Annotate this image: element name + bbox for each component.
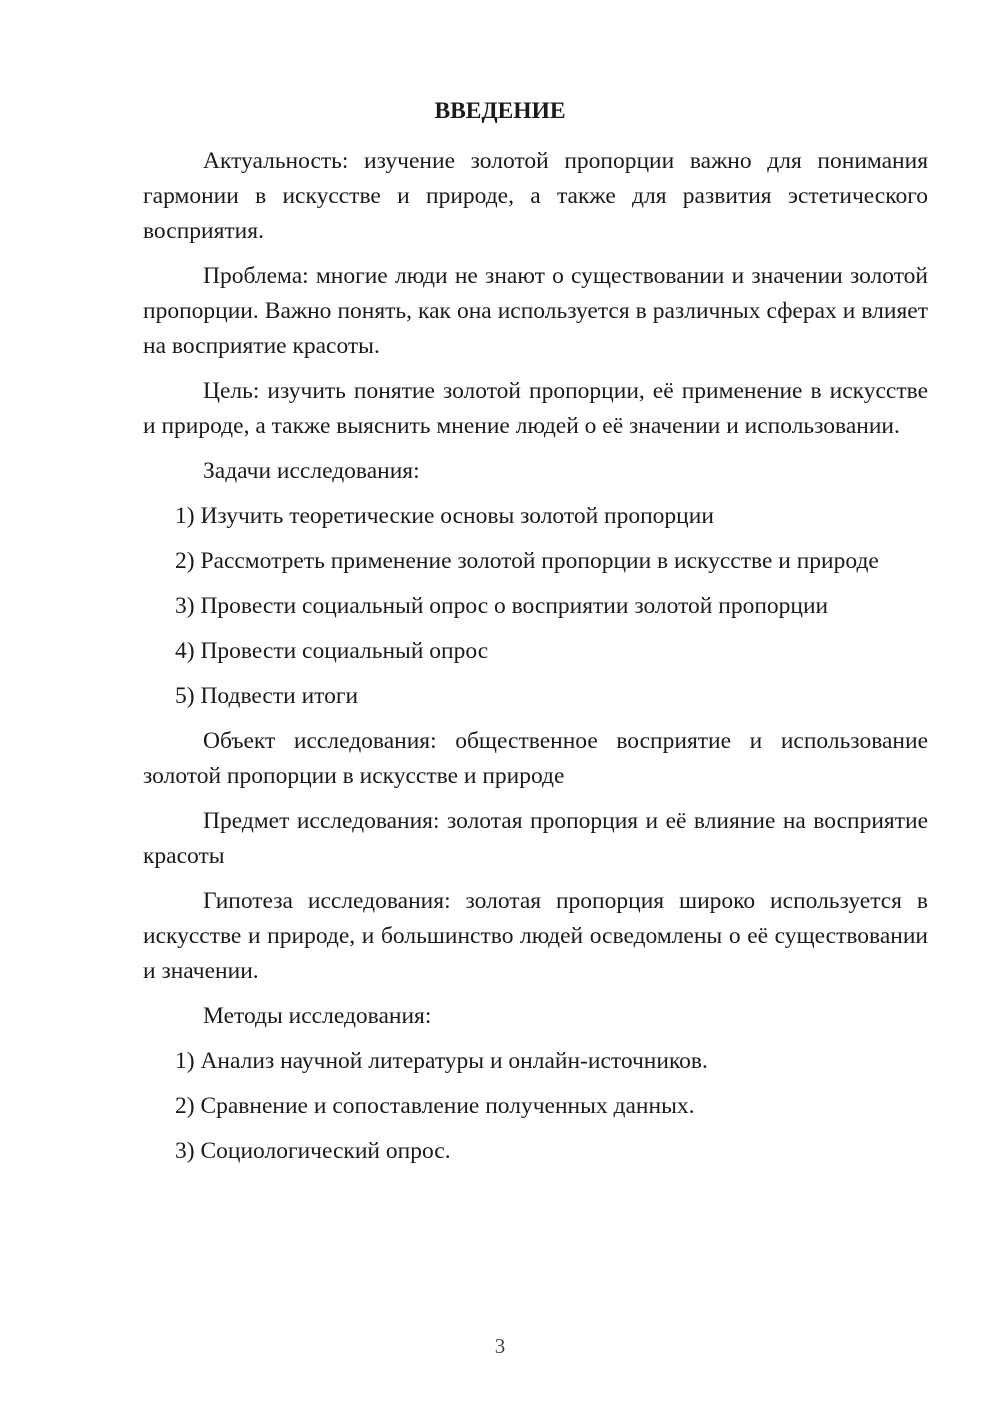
method-item: 3) Социологический опрос.	[175, 1138, 451, 1164]
methods-label: Методы исследования:	[203, 1003, 432, 1029]
problem-paragraph: Проблема: многие люди не знают о существовании и значении золотой пропорции. Важно понять, как она используется в различных сферах и влияет на восприятие красоты.	[143, 263, 928, 359]
methods-list	[143, 1044, 928, 1169]
actuality-paragraph: Актуальность: изучение золотой пропорции важно для понимания гармонии в искусстве и природе, а также для развития эстетического восприятия.	[143, 148, 928, 244]
task-item: 1) Изучить теоретические основы золотой пропорции	[175, 503, 714, 529]
method-item: 1) Анализ научной литературы и онлайн-источников.	[175, 1048, 708, 1074]
subject-paragraph: Предмет исследования: золотая пропорция и её влияние на восприятие красоты	[143, 808, 928, 869]
object-paragraph: Объект исследования: общественное восприятие и использование золотой пропорции в искусстве и природе	[143, 728, 928, 789]
document-body	[143, 144, 928, 1179]
tasks-label: Задачи исследования:	[203, 458, 420, 484]
task-item: 5) Подвести итоги	[175, 683, 359, 709]
task-item: 3) Провести социальный опрос о восприятии золотой пропорции	[175, 593, 829, 619]
task-item: 4) Провести социальный опрос	[175, 638, 489, 664]
task-item: 2) Рассмотреть применение золотой пропорции в искусстве и природе	[175, 548, 879, 574]
goal-paragraph: Цель: изучить понятие золотой пропорции, её применение в искусстве и природе, а также выяснить мнение людей о её значении и использовании.	[143, 378, 928, 439]
tasks-list	[143, 499, 928, 714]
page-heading: ВВЕДЕНИЕ	[434, 98, 566, 124]
method-item: 2) Сравнение и сопоставление полученных данных.	[175, 1093, 695, 1119]
hypothesis-paragraph: Гипотеза исследования: золотая пропорция широко используется в искусстве и природе, и большинство людей осведомлены о её существовании и значении.	[143, 888, 928, 984]
page-number: 3	[494, 1334, 506, 1358]
